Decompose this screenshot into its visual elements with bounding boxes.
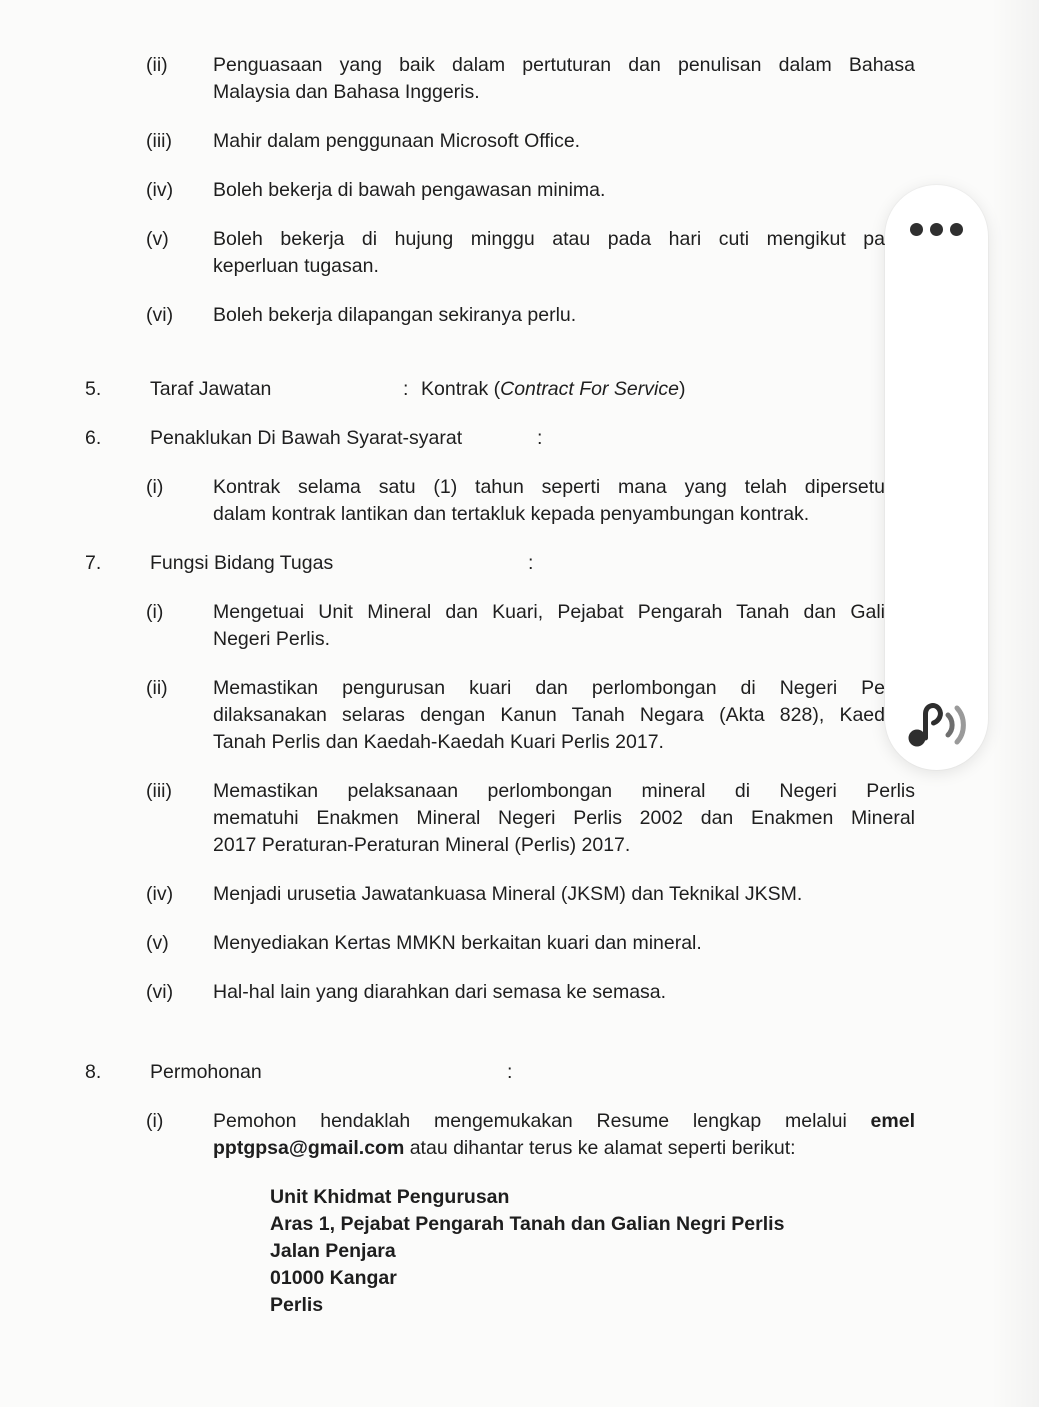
- clause-marker: (i): [146, 601, 164, 623]
- item-label: Taraf Jawatan: [150, 378, 272, 400]
- clause-text-line: Pemohon hendaklah mengemukakan Resume lengkap melalui emel: [213, 1110, 915, 1132]
- clause-text-line: Kontrak selama satu (1) tahun seperti mana yang telah dipersetu: [213, 476, 885, 498]
- clause-row: [146, 881, 1039, 908]
- clause-row: [146, 128, 1039, 155]
- item-value: Kontrak (Contract For Service): [421, 378, 686, 400]
- clause-text-line: Boleh bekerja di bawah pengawasan minima.: [213, 179, 606, 201]
- read-aloud-button[interactable]: [905, 696, 969, 748]
- address-line: Aras 1, Pejabat Pengarah Tanah dan Galian Negri Perlis: [270, 1213, 785, 1235]
- clause-marker: (v): [146, 932, 169, 954]
- item-colon: :: [507, 1061, 513, 1083]
- clause-marker: (iv): [146, 883, 174, 905]
- mailing-address: [270, 1184, 1039, 1319]
- item-row-8: [85, 1059, 1039, 1086]
- clause-text-line: Memastikan pelaksanaan perlombongan mineral di Negeri Perlis: [213, 780, 915, 802]
- clause-text-line: Malaysia dan Bahasa Inggeris.: [213, 81, 480, 103]
- clause-marker: (ii): [146, 54, 168, 76]
- clause-text-line: Menyediakan Kertas MMKN berkaitan kuari dan mineral.: [213, 932, 702, 954]
- dot-icon: [930, 223, 943, 236]
- clause-marker: (iii): [146, 130, 172, 152]
- item-colon: :: [528, 552, 534, 574]
- clause-text-line: Hal-hal lain yang diarahkan dari semasa ke semasa.: [213, 981, 667, 1003]
- item-number: 5.: [85, 378, 102, 400]
- clause-row: [146, 778, 1039, 859]
- item-label: Permohonan: [150, 1061, 262, 1083]
- clause-text-line: keperluan tugasan.: [213, 255, 379, 277]
- item-number: 7.: [85, 552, 102, 574]
- clause-text-line: dalam kontrak lantikan dan tertakluk kepada penyambungan kontrak.: [213, 503, 810, 525]
- floating-assistant-pill[interactable]: [885, 185, 988, 770]
- address-line: 01000 Kangar: [270, 1267, 397, 1289]
- item-colon: :: [537, 427, 543, 449]
- document-body: [0, 52, 1039, 1319]
- clause-text-line: Boleh bekerja di hujung minggu atau pada hari cuti mengikut pa: [213, 228, 885, 250]
- address-line: Jalan Penjara: [270, 1240, 396, 1262]
- clause-marker: (i): [146, 1110, 164, 1132]
- item-colon: :: [403, 378, 409, 400]
- item-number: 6.: [85, 427, 102, 449]
- clause-text-line: 2017 Peraturan-Peraturan Mineral (Perlis) 2017.: [213, 834, 631, 856]
- clause-marker: (vi): [146, 304, 174, 326]
- clause-marker: (i): [146, 476, 164, 498]
- clause-text-line: Tanah Perlis dan Kaedah-Kaedah Kuari Perlis 2017.: [213, 731, 664, 753]
- clause-text-line: Mengetuai Unit Mineral dan Kuari, Pejabat Pengarah Tanah dan Gali: [213, 601, 885, 623]
- clause-marker: (v): [146, 228, 169, 250]
- item-label: Fungsi Bidang Tugas: [150, 552, 334, 574]
- clause-text-line: Penguasaan yang baik dalam pertuturan dan penulisan dalam Bahasa: [213, 54, 915, 76]
- clause-marker: (iii): [146, 780, 172, 802]
- dot-icon: [950, 223, 963, 236]
- item-label: Penaklukan Di Bawah Syarat-syarat: [150, 427, 463, 449]
- clause-row: [146, 930, 1039, 957]
- clause-text-line: Menjadi urusetia Jawatankuasa Mineral (JKSM) dan Teknikal JKSM.: [213, 883, 803, 905]
- clause-text-line: pptgpsa@gmail.com atau dihantar terus ke alamat seperti berikut:: [213, 1137, 796, 1159]
- clause-text-line: Negeri Perlis.: [213, 628, 331, 650]
- clause-row: [146, 52, 1039, 106]
- clause-text-line: dilaksanakan selaras dengan Kanun Tanah Negara (Akta 828), Kaed: [213, 704, 885, 726]
- clause-marker: (ii): [146, 677, 168, 699]
- more-options-button[interactable]: [910, 223, 963, 236]
- read-aloud-icon: [905, 696, 969, 748]
- address-line: Perlis: [270, 1294, 324, 1316]
- clause-text-line: Mahir dalam penggunaan Microsoft Office.: [213, 130, 581, 152]
- dot-icon: [910, 223, 923, 236]
- clause-row: [146, 979, 1039, 1006]
- clause-text-line: Memastikan pengurusan kuari dan perlombongan di Negeri Pe: [213, 677, 885, 699]
- clause-text-line: mematuhi Enakmen Mineral Negeri Perlis 2002 dan Enakmen Mineral: [213, 807, 915, 829]
- clause-row: [146, 1108, 1039, 1162]
- address-line: Unit Khidmat Pengurusan: [270, 1186, 510, 1208]
- clause-marker: (iv): [146, 179, 174, 201]
- clause-marker: (vi): [146, 981, 174, 1003]
- clause-text-line: Boleh bekerja dilapangan sekiranya perlu.: [213, 304, 577, 326]
- item-number: 8.: [85, 1061, 102, 1083]
